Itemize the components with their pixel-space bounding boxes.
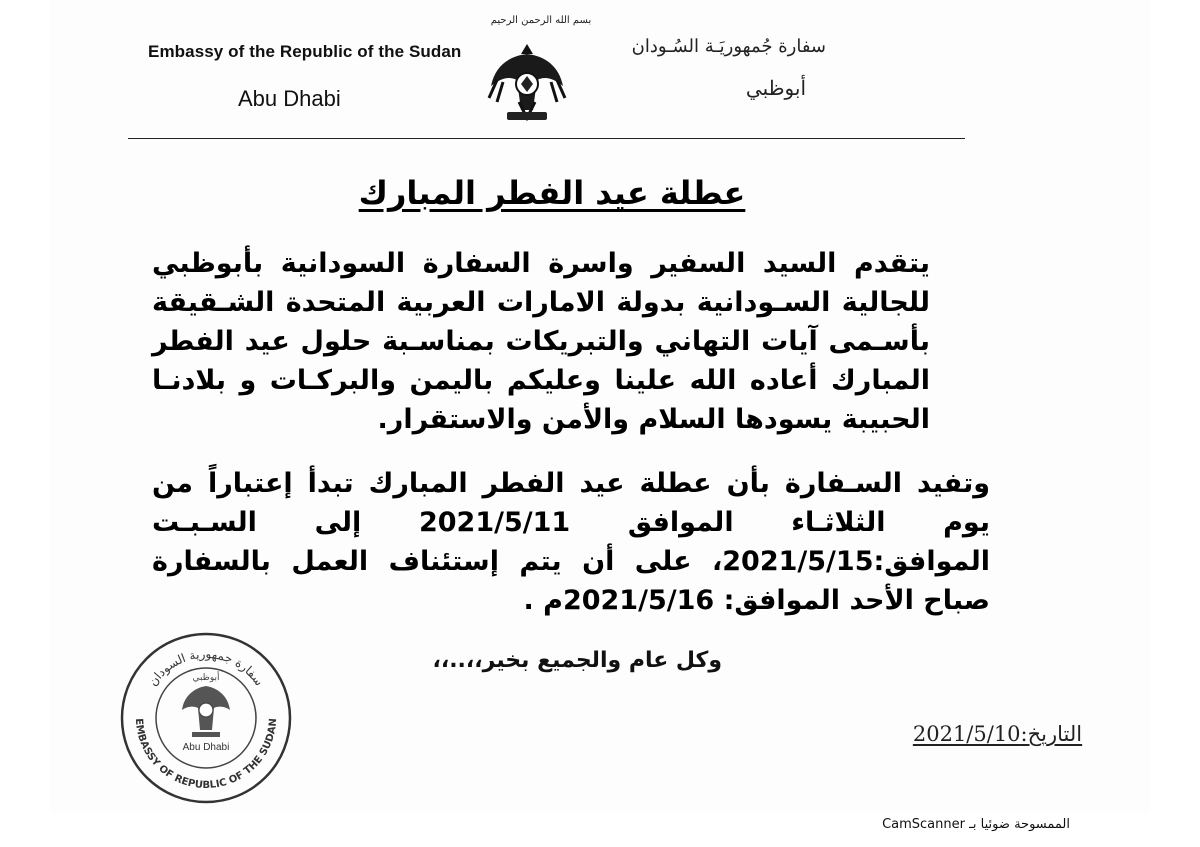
stamp-city-arabic: أبوظبي — [192, 673, 220, 683]
embassy-stamp-icon — [118, 630, 294, 806]
greeting-paragraph: يتقدم السيد السفير واسرة السفارة السودانية بأبوظبي للجالية السـودانية بدولة الامارات العربية المتحدة الشـقيقة بأسـمى آيات التهاني والتبريكات بمناسـبة حلول عيد الفطر المبارك أعاده الله علينا وعليكم باليمن والبركـات و بلادنـا الحبيبة يسودها السلام والأمن والاستقرار. — [152, 248, 930, 435]
holiday-dates-paragraph: وتفيد السـفارة بأن عطلة عيد الفطر المبارك تبدأ إعتباراً من يوم الثلاثـاء الموافق 2021/5/11 إلى السـبـت الموافق:2021/5/15، على أن يتم إستئناف العمل بالسفارة صباح الأحد الموافق: 2021/5/16م . — [152, 468, 990, 616]
header-divider — [128, 138, 965, 139]
camscanner-footer-text: الممسوحة ضوئيا بـ CamScanner — [882, 817, 1070, 832]
stamp-city-english: Abu Dhabi — [182, 742, 230, 753]
document-title: عطلة عيد الفطر المبارك — [358, 174, 746, 212]
sudan-emblem-icon — [487, 40, 567, 124]
embassy-name-arabic: سفارة جُمهوريَـة السُـودان — [631, 36, 826, 57]
stamp-arabic-text: سفارة جمهورية السودان — [145, 646, 267, 689]
bismillah-text: بسم الله الرحمن الرحيم — [490, 15, 592, 26]
document-date: التاريخ:2021/5/10 — [912, 722, 1083, 746]
embassy-name-english: Embassy of the Republic of the Sudan — [148, 42, 462, 61]
city-name-english: Abu Dhabi — [238, 86, 341, 111]
stamp-english-text: EMBASSY OF REPUBLIC OF THE SUDAN — [132, 717, 280, 791]
city-name-arabic: أبوظبي — [745, 76, 806, 100]
closing-line: وكل عام والجميع بخير،،..،، — [432, 648, 722, 673]
